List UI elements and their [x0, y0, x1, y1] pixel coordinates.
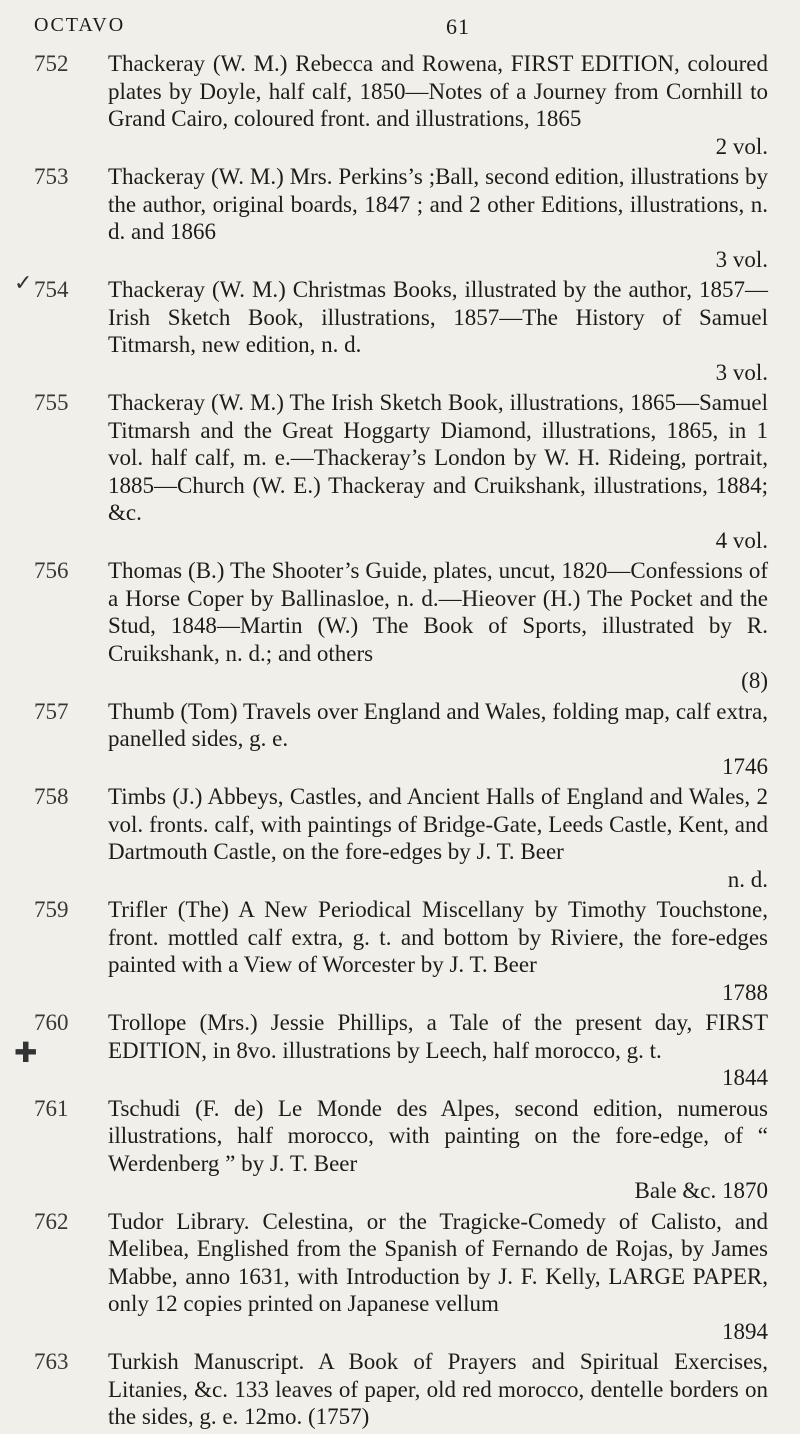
lot-entry: [0, 163, 800, 273]
lot-description: Thumb (Tom) Travels over England and Wales, folding map, calf extra, panelled sides, g. e. 1746: [108, 698, 768, 779]
lot-description: Tschudi (F. de) Le Monde des Alpes, second edition, numerous illustrations, half morocco, with painting on the fore-edge, of “ Werdenberg ” by J. T. Beer Bale &c. 1870: [108, 1095, 768, 1203]
lot-entry: [0, 1208, 800, 1346]
lot-entry: [0, 50, 800, 160]
lot-number: 762: [34, 1208, 69, 1234]
lot-number: 755: [34, 390, 69, 415]
lot-description: Tudor Library. Celestina, or the Tragicke-Comedy of Calisto, and Melibea, Englished from the Spanish of Fernando de Rojas, by James Mabbe, anno 1631, with Introduction by J. F. Kelly, LARGE PAPER, only 12 copies printed on Japanese vellum 1894: [108, 1208, 768, 1344]
lot-entry: [0, 389, 800, 554]
lot-date: 3 vol.: [715, 359, 768, 385]
lot-description: Thackeray (W. M.) Mrs. Perkins’s ;Ball, second edition, illustrations by the author, original boards, 1847 ; and 2 other Editions, illustrations, n. d. and 1866 3 vol.: [108, 164, 768, 272]
lot-number: 759: [34, 897, 69, 922]
lot-number: 761: [34, 1095, 69, 1121]
lot-entry: [0, 1009, 800, 1092]
margin-pencil-mark: ✓: [14, 270, 33, 295]
lot-entry: [0, 276, 800, 386]
margin-cross-mark: ✚: [14, 1038, 38, 1069]
lot-number: 758: [34, 784, 69, 809]
lot-date: 1844: [722, 1065, 768, 1090]
lot-date: Bale &c. 1870: [634, 1178, 768, 1203]
page-number: 61: [446, 14, 470, 39]
lot-description: Thackeray (W. M.) Rebecca and Rowena, FIRST EDITION, coloured plates by Doyle, half calf, 1850—Notes of a Journey from Cornhill to Grand Cairo, coloured front. and illustrations, 1865 2 vol.: [108, 51, 768, 159]
lot-list: [0, 50, 800, 1434]
lot-date: 1788: [722, 979, 768, 1005]
lot-number: 754: [34, 277, 69, 302]
lot-entry: [0, 783, 800, 893]
lot-date: 1746: [722, 753, 768, 779]
page-header: [34, 14, 620, 40]
lot-description: Timbs (J.) Abbeys, Castles, and Ancient Halls of England and Wales, 2 vol. fronts. calf, with paintings of Bridge-Gate, Leeds Castle, Kent, and Dartmouth Castle, on the fore-edges by J. T. Beer n. d.: [108, 784, 768, 892]
lot-entry: [0, 698, 800, 781]
lot-description: Turkish Manuscript. A Book of Prayers and Spiritual Exercises, Litanies, &c. 133 leaves of paper, old red morocco, dentelle borders on the sides, g. e. 12mo. (1757): [108, 1349, 768, 1429]
lot-number: 763: [34, 1349, 69, 1374]
lot-number: 752: [34, 51, 69, 76]
section-title: OCTAVO: [34, 14, 126, 36]
lot-description: Trollope (Mrs.) Jessie Phillips, a Tale of the present day, FIRST EDITION, in 8vo. illustrations by Leech, half morocco, g. t. 1844: [108, 1010, 768, 1090]
lot-entry: [0, 1348, 800, 1431]
lot-description: Thomas (B.) The Shooter’s Guide, plates, uncut, 1820—Confessions of a Horse Coper by Ballinasloe, n. d.—Hieover (H.) The Pocket and the Stud, 1848—Martin (W.) The Book of Sports, illustrated by R. Cruikshank, n. d.; and others (8): [108, 558, 768, 693]
lot-number: 760: [34, 1010, 69, 1035]
lot-date: 3 vol.: [715, 246, 768, 272]
lot-description: Thackeray (W. M.) The Irish Sketch Book, illustrations, 1865—Samuel Titmarsh and the Great Hoggarty Diamond, illustrations, 1865, in 1 vol. half calf, m. e.—Thackeray’s London by W. H. Rideing, portrait, 1885—Church (W. E.) Thackeray and Cruikshank, illustrations, 1884; &c. 4 vol.: [108, 390, 768, 553]
lot-date: 1894: [722, 1318, 768, 1344]
lot-entry: [0, 557, 800, 695]
lot-entry: [0, 1095, 800, 1205]
lot-number: 753: [34, 164, 69, 189]
lot-description: Trifler (The) A New Periodical Miscellany by Timothy Touchstone, front. mottled calf extra, g. t. and bottom by Riviere, the fore-edges painted with a View of Worcester by J. T. Beer 1788: [108, 897, 768, 1005]
lot-date: n. d.: [727, 866, 768, 892]
lot-date: 4 vol.: [715, 527, 768, 553]
lot-date: 2 vol.: [715, 133, 768, 159]
lot-date: (8): [741, 668, 768, 693]
lot-number: 757: [34, 698, 69, 724]
lot-description: Thackeray (W. M.) Christmas Books, illustrated by the author, 1857—Irish Sketch Book, illustrations, 1857—The History of Samuel Titmarsh, new edition, n. d. 3 vol.: [108, 277, 768, 385]
lot-entry: [0, 896, 800, 1006]
lot-number: 756: [34, 558, 69, 583]
